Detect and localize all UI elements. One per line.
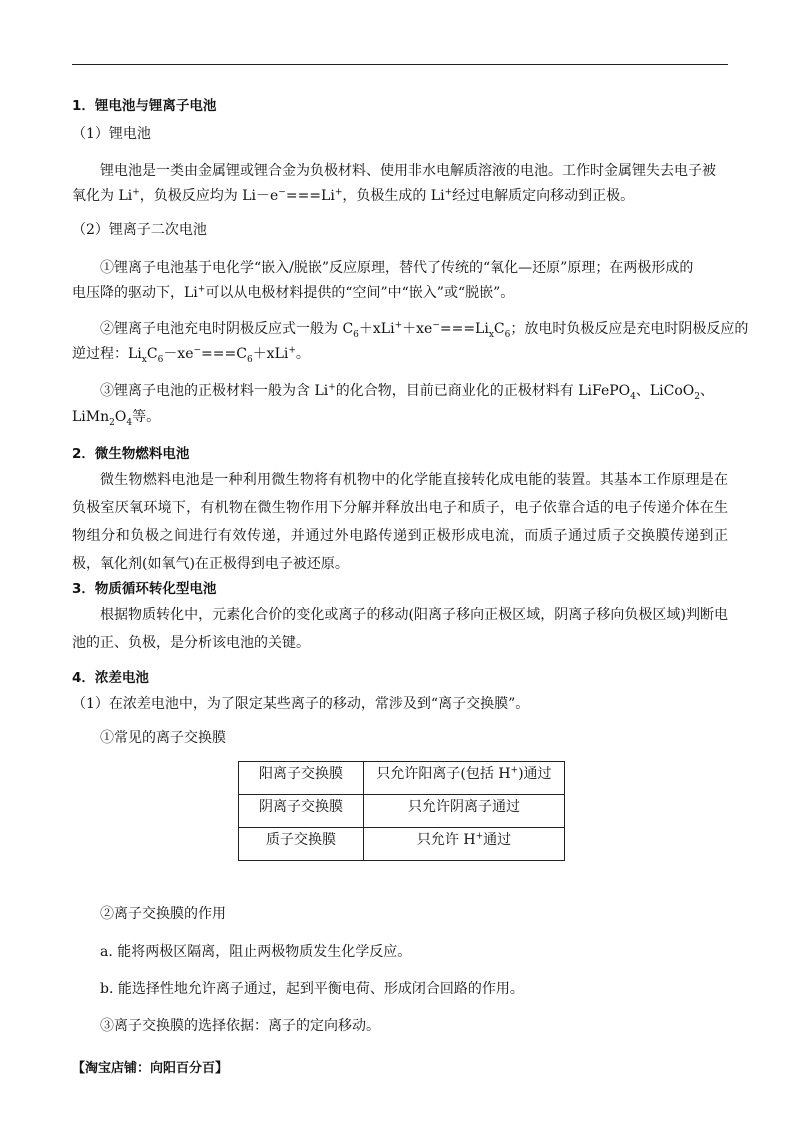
table-cell-name: 阴离子交换膜 <box>239 795 364 828</box>
section-2-title: 2．微生物燃料电池 <box>72 446 190 462</box>
table-row <box>239 762 565 795</box>
table-cell-name: 质子交换膜 <box>239 828 364 861</box>
section-1-title: 1．锂电池与锂离子电池 <box>72 98 217 114</box>
section-3-title: 3．物质循环转化型电池 <box>72 581 217 597</box>
footer-shop-name: 【淘宝店铺：向阳百分百】 <box>72 1061 229 1076</box>
item-2-line-2: 逆过程：$Li_xC_6-xe^-===C_6+xLi^+$。 <box>72 345 310 365</box>
section-2-paragraph: 微生物燃料电池是一种利用微生物将有机物中的化学能直接转化成电能的装置。其基本工作原理是在负极室厌氧环境下，有机物在微生物作用下分解并释放出电子和质子，电子依靠合适的电子传递介体在生物组分和负极之间进行有效传递，并通过外电路传递到正极形成电流，而质子通过质子交换膜传递到正极，氧化剂(如氧气)在正极得到电子被还原。 <box>72 472 728 572</box>
item-1-line-1: ①锂离子电池基于电化学“嵌入/脱嵌”反应原理，替代了传统的“氧化—还原”原理；在两极形成的 <box>100 260 694 276</box>
section-4-item-1: ①常见的离子交换膜 <box>100 730 226 746</box>
section-4-item-3: ③离子交换膜的选择依据：离子的定向移动。 <box>100 1018 380 1034</box>
section-4-point-b: b. 能选择性地允许离子通过，起到平衡电荷、形成闭合回路的作用。 <box>100 981 524 997</box>
section-3-paragraph: 根据物质转化中，元素化合价的变化或离子的移动(阳离子移向正极区域，阴离子移向负极区域)判断电池的正、负极，是分析该电池的关键。 <box>72 607 728 651</box>
section-4-title: 4．浓差电池 <box>72 670 149 686</box>
section-4-point-a: a. 能将两极区隔离，阻止两极物质发生化学反应。 <box>100 944 412 960</box>
table-cell-name: 阳离子交换膜 <box>239 762 364 795</box>
ion-exchange-membrane-table <box>238 761 565 861</box>
item-2-line-1: ②锂离子电池充电时阴极反应式一般为 $C_6+xLi^++xe^-===Li_xC_6$；放电时负极反应是充电时阴极反应的 <box>100 320 749 340</box>
table-cell-desc: 只允许阴离子通过 <box>364 795 565 828</box>
section-1-sub-2: （2）锂离子二次电池 <box>72 222 207 238</box>
item-3-line-1: ③锂离子电池的正极材料一般为含 Li+的化合物，目前已商业化的正极材料有 LiFePO$_4$、LiCoO$_2$、 <box>100 382 715 402</box>
paragraph-lithium-battery-line-1: 锂电池是一类由金属锂或锂合金为负极材料、使用非水电解质溶液的电池。工作时金属锂失去电子被 <box>100 163 716 179</box>
item-3-line-2: $LiMn_2O_4$等。 <box>72 409 161 428</box>
section-1-sub-1: （1）锂电池 <box>72 126 151 142</box>
table-cell-desc: 只允许阳离子(包括 H+)通过 <box>364 762 565 795</box>
section-4-item-2: ②离子交换膜的作用 <box>100 906 226 922</box>
header-rule <box>72 64 728 65</box>
table-row <box>239 795 565 828</box>
item-1-line-2: 电压降的驱动下，Li+可以从电极材料提供的“空间”中“嵌入”或“脱嵌”。 <box>72 284 515 301</box>
table-cell-desc: 只允许 H+通过 <box>364 828 565 861</box>
section-4-sub-1: （1）在浓差电池中，为了限定某些离子的移动，常涉及到“离子交换膜”。 <box>72 696 530 712</box>
table-row <box>239 828 565 861</box>
paragraph-lithium-battery-line-2: 氧化为 Li+，负极反应均为 Li－e−===Li+，负极生成的 Li+经过电解质定向移动到正极。 <box>72 187 635 204</box>
